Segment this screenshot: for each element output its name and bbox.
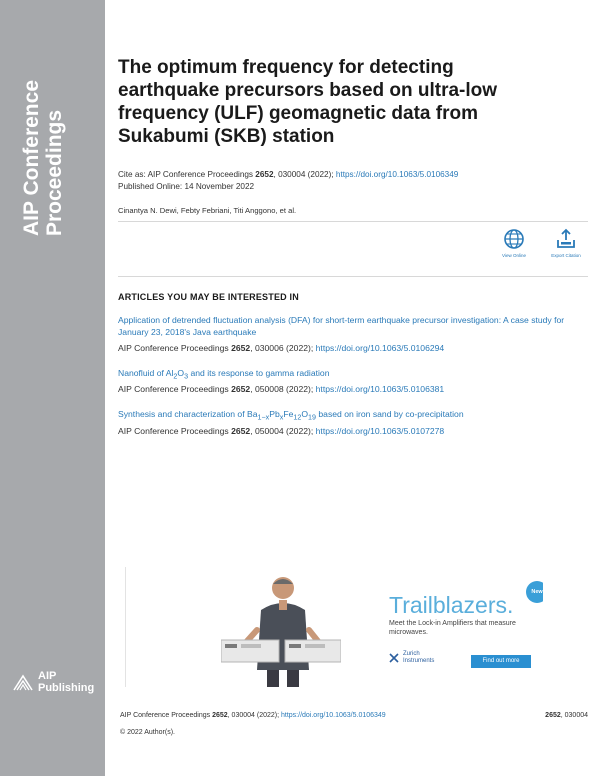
person-with-instruments-illustration bbox=[221, 570, 341, 687]
related-articles-heading: ARTICLES YOU MAY BE INTERESTED IN bbox=[118, 292, 299, 302]
related-article-3-cite bbox=[118, 425, 444, 437]
article-doi-link[interactable]: https://doi.org/10.1063/5.0106349 bbox=[335, 170, 459, 179]
advertisement-banner[interactable] bbox=[125, 567, 543, 687]
related-article-3-title-b: Pb bbox=[269, 409, 280, 419]
related-article-2-rest: , 050008 (2022); bbox=[250, 384, 316, 394]
related-article-2-title[interactable] bbox=[118, 367, 568, 383]
footer-rest: , 030004 (2022); bbox=[227, 712, 281, 719]
related-article-2-title-sub2: 3 bbox=[184, 372, 189, 381]
related-article-2-title-b: O bbox=[177, 368, 185, 378]
zi-mark-icon bbox=[389, 653, 399, 663]
related-article-3-title-sub4: 19 bbox=[308, 413, 316, 422]
globe-icon bbox=[503, 228, 525, 250]
footer-citation bbox=[120, 711, 386, 721]
journal-name bbox=[20, 36, 66, 236]
related-article-1-doi[interactable]: https://doi.org/10.1063/5.0106294 bbox=[315, 343, 445, 353]
related-article-3-title-d: O bbox=[301, 409, 309, 419]
view-online-label: View Online bbox=[502, 253, 526, 258]
related-article-3-volume: 2652 bbox=[231, 426, 251, 436]
related-article-2-cite bbox=[118, 383, 444, 395]
related-article-3-title-sub2: x bbox=[279, 413, 284, 422]
ad-subline: Meet the Lock-in Amplifiers that measure microwaves. bbox=[389, 620, 516, 636]
new-badge: New bbox=[526, 581, 543, 603]
export-icon bbox=[555, 228, 577, 250]
footer-page-number: , 030004 bbox=[560, 712, 588, 719]
export-citation-button[interactable] bbox=[546, 228, 586, 259]
aip-logo-icon bbox=[12, 672, 34, 692]
related-article-1-journal: AIP Conference Proceedings bbox=[118, 343, 232, 353]
citation-volume: 2652 bbox=[255, 170, 274, 179]
related-article-2-title-c: and its response to gamma radiation bbox=[188, 368, 330, 378]
related-article-2-doi[interactable]: https://doi.org/10.1063/5.0106381 bbox=[315, 384, 445, 394]
divider-top bbox=[118, 221, 588, 222]
related-article-1-cite bbox=[118, 342, 444, 354]
related-article-3-title-sub1: 1−x bbox=[257, 413, 270, 422]
related-article-2-title-sub1: 2 bbox=[173, 372, 178, 381]
related-article-3-rest: , 050004 (2022); bbox=[250, 426, 316, 436]
related-article-2-journal: AIP Conference Proceedings bbox=[118, 384, 232, 394]
find-out-more-button[interactable]: Find out more bbox=[471, 655, 531, 668]
related-article-3-journal: AIP Conference Proceedings bbox=[118, 426, 232, 436]
publisher-logo bbox=[12, 670, 94, 694]
footer-doi-link[interactable]: https://doi.org/10.1063/5.0106349 bbox=[281, 712, 386, 719]
ad-brand-line2: Instruments bbox=[403, 658, 435, 664]
export-citation-label: Export Citation bbox=[551, 253, 581, 258]
related-article-2-title-a: Nanofluid of Al bbox=[118, 368, 174, 378]
publisher-name-line2: Publishing bbox=[38, 682, 95, 694]
related-article-1-title[interactable]: Application of detrended fluctuation analysis (DFA) for short-term earthquake precursor investigation: A case study for January 23, 2018's Java earthquake bbox=[118, 315, 565, 337]
related-article-2-volume: 2652 bbox=[231, 384, 251, 394]
related-article-3-doi[interactable]: https://doi.org/10.1063/5.0107278 bbox=[315, 426, 445, 436]
divider-middle bbox=[118, 276, 588, 277]
citation-line bbox=[118, 169, 458, 181]
journal-name-line2: Proceedings bbox=[43, 109, 66, 236]
copyright-notice: © 2022 Author(s). bbox=[120, 729, 175, 736]
view-online-button[interactable] bbox=[494, 228, 534, 259]
author-list: Cinantya N. Dewi, Febty Febriani, Titi Anggono, et al. bbox=[118, 206, 297, 215]
ad-headline: Trailblazers. bbox=[389, 592, 514, 618]
related-article-3-title[interactable] bbox=[118, 408, 568, 424]
article-title: The optimum frequency for detecting earthquake precursors based on ultra-low frequency (ULF) geomagnetic data from Sukabumi (SKB) station bbox=[118, 57, 498, 147]
citation-label: Cite as: AIP Conference Proceedings bbox=[118, 170, 256, 179]
related-article-3-title-e: based on iron sand by co-precipitation bbox=[316, 409, 464, 419]
ad-brand-line1: Zurich bbox=[403, 651, 420, 657]
publisher-name-line1: AIP bbox=[38, 670, 57, 682]
published-date: Published Online: 14 November 2022 bbox=[118, 182, 255, 191]
related-article-3-title-sub3: 12 bbox=[293, 413, 302, 422]
footer-volume: 2652 bbox=[212, 712, 228, 719]
footer-journal: AIP Conference Proceedings bbox=[120, 712, 213, 719]
citation-rest: , 030004 (2022); bbox=[273, 170, 336, 179]
related-article-3-title-c: Fe bbox=[283, 409, 294, 419]
related-article-3-title-a: Synthesis and characterization of Ba bbox=[118, 409, 258, 419]
related-article-1-volume: 2652 bbox=[231, 343, 251, 353]
journal-name-line1: AIP Conference bbox=[20, 80, 43, 236]
related-article-1-rest: , 030006 (2022); bbox=[250, 343, 316, 353]
footer-page-info bbox=[545, 711, 588, 721]
journal-sidebar bbox=[0, 0, 105, 776]
zurich-instruments-logo bbox=[389, 651, 434, 665]
footer-page-volume: 2652 bbox=[545, 712, 561, 719]
